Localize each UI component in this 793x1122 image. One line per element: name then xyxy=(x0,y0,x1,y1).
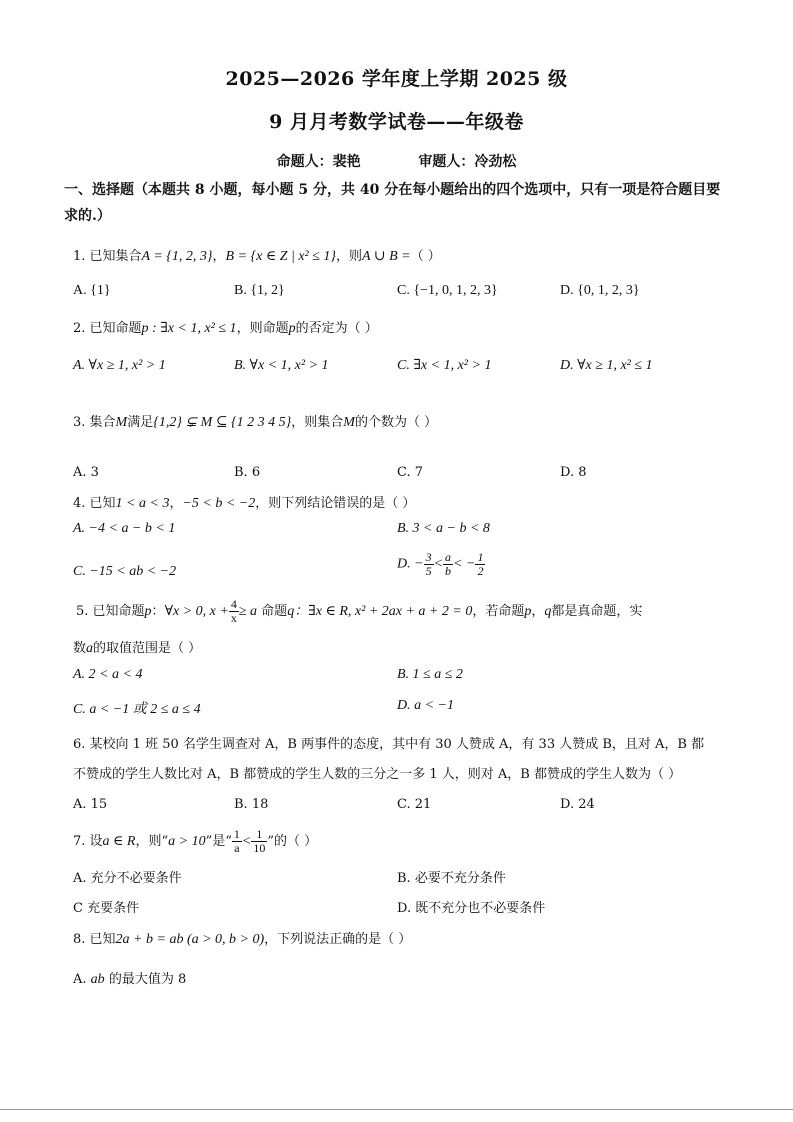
q3-set-m: M xyxy=(115,415,128,430)
exam-title-line2: 9 月月考数学试卷——年级卷 xyxy=(269,111,524,133)
q5-expr-1b: ≥ a xyxy=(238,604,258,619)
q2-option-a: A. ∀x ≥ 1, x² > 1 xyxy=(73,358,166,373)
q7-frac-1-num: 1 xyxy=(233,827,240,841)
q5-line2-b: 的取值范围是（ ） xyxy=(93,641,202,656)
q4-d-lt-2: < − xyxy=(453,556,476,572)
q5-frac-den: x xyxy=(230,611,237,625)
q5-q: q xyxy=(287,604,295,619)
author-name: 命题人：裴艳 xyxy=(276,154,361,170)
q5-frac xyxy=(229,598,239,625)
q5-option-c: C. a < −1 或 2 ≤ a ≤ 4 xyxy=(73,702,201,717)
q6-option-a: A. 15 xyxy=(73,797,108,812)
q5-a: a xyxy=(86,641,94,656)
q4-cond-1: 1 < a < 3 xyxy=(115,496,170,511)
q4-d-den-3: 2 xyxy=(477,564,484,578)
q4-option-a: A. −4 < a − b < 1 xyxy=(73,521,176,536)
q4-d-num-3: 1 xyxy=(477,550,484,564)
q7-frac-1 xyxy=(232,828,242,855)
q1-paren: （ ） xyxy=(410,249,441,264)
q3-prefix: 3. 集合 xyxy=(73,415,116,430)
q5-suffix-2: ， xyxy=(531,604,545,619)
q5-option-d: D. a < −1 xyxy=(397,698,455,713)
q7-option-a: A. 充分不必要条件 xyxy=(73,871,182,886)
q5-suffix: ，若命题 xyxy=(472,604,525,619)
q7-option-b: B. 必要不充分条件 xyxy=(397,871,506,886)
q2-option-b: B. ∀x < 1, x² > 1 xyxy=(234,358,329,373)
q1-comma: ， xyxy=(212,249,226,264)
q1-option-c: C. {−1, 0, 1, 2, 3} xyxy=(397,283,498,298)
q3-option-a: A. 3 xyxy=(73,465,99,480)
q4-d-frac-3 xyxy=(475,551,485,578)
q5-q-2: q xyxy=(544,604,552,619)
q5-colon: ： xyxy=(151,604,165,619)
q3-tail: 的个数为（ ） xyxy=(354,415,438,430)
q5-frac-num: 4 xyxy=(230,597,237,611)
q4-option-b: B. 3 < a − b < 8 xyxy=(397,521,490,536)
q8-cond: 2a + b = ab (a > 0, b > 0) xyxy=(115,932,265,947)
q7-option-c: C 充要条件 xyxy=(73,901,140,916)
q5-option-a: A. 2 < a < 4 xyxy=(73,667,143,682)
q4-suffix: ，则下列结论错误的是（ ） xyxy=(255,496,416,511)
q8-prefix: 8. 已知 xyxy=(73,932,116,947)
q5-prefix: 5. 已知命题 xyxy=(76,604,145,619)
question-8 xyxy=(73,928,411,948)
q4-d-den-1: 5 xyxy=(425,564,432,578)
question-3 xyxy=(73,411,437,431)
q4-option-c: C. −15 < ab < −2 xyxy=(73,564,177,579)
exam-title-line1: 2025—2026 学年度上学期 2025 级 xyxy=(225,68,568,90)
q8-option-a-tail: 的最大值为 8 xyxy=(108,972,187,987)
reviewer-name: 审题人：冷劲松 xyxy=(418,154,517,170)
q8-option-a-expr: ab xyxy=(90,972,105,987)
q2-proposition: p : ∃x < 1, x² ≤ 1 xyxy=(141,321,237,336)
q1-option-d: D. {0, 1, 2, 3} xyxy=(560,283,640,298)
q2-tail: 的否定为（ ） xyxy=(295,321,378,336)
q3-option-c: C. 7 xyxy=(397,465,424,480)
q8-suffix: ，下列说法正确的是（ ） xyxy=(264,932,412,947)
q4-d-frac-2 xyxy=(443,551,453,578)
q4-option-d-label: D. xyxy=(397,556,411,572)
q6-option-c: C. 21 xyxy=(397,797,432,812)
q5-expr-1: ∀x > 0, x + xyxy=(164,604,229,619)
q7-tail: ”的（ ） xyxy=(267,834,318,849)
q7-mid: ，则“ xyxy=(135,834,169,849)
q6-option-b: B. 18 xyxy=(234,797,269,812)
q7-frac-2 xyxy=(251,828,267,855)
question-7 xyxy=(73,828,317,855)
q5-line2-a: 数 xyxy=(73,641,87,656)
q4-option-d xyxy=(397,551,485,578)
q4-prefix: 4. 已知 xyxy=(73,496,116,511)
q5-expr-2: ：∃x ∈ R, x² + 2ax + a + 2 = 0 xyxy=(294,604,473,619)
q7-mid-2: ”是“ xyxy=(205,834,232,849)
author-info xyxy=(0,151,793,171)
q1-option-a: A. {1} xyxy=(73,283,111,298)
q5-option-b: B. 1 ≤ a ≤ 2 xyxy=(397,667,463,682)
q1-prefix: 1. 已知集合 xyxy=(73,249,142,264)
q3-option-b: B. 6 xyxy=(234,465,261,480)
question-5 xyxy=(76,598,642,625)
q3-mid: 满足 xyxy=(127,415,154,430)
q5-p-2: p xyxy=(524,604,532,619)
q7-cond: a ∈ R xyxy=(102,834,136,849)
q3-relation: {1,2} ⊊ M ⊆ {1 2 3 4 5} xyxy=(153,415,292,430)
question-2 xyxy=(73,317,378,337)
q1-then: ，则 xyxy=(336,249,363,264)
q6-option-d: D. 24 xyxy=(560,797,595,812)
q1-option-b: B. {1, 2} xyxy=(234,283,285,298)
q2-p: p xyxy=(288,321,296,336)
q5-p: p xyxy=(144,604,152,619)
q7-lt: < xyxy=(241,834,252,849)
q4-cond-2: −5 < b < −2 xyxy=(182,496,256,511)
q4-d-num-1: 3 xyxy=(425,550,432,564)
q1-expr: A ∪ B = xyxy=(362,249,411,264)
q8-option-a xyxy=(73,968,186,988)
q2-suffix: ，则命题 xyxy=(236,321,289,336)
q7-frac-1-den: a xyxy=(234,841,240,855)
question-6-line-2: 不赞成的学生人数比对 A，B 都赞成的学生人数的三分之一多 1 人，则对 A，B 都赞成的学生人数为（ ） xyxy=(73,767,682,782)
question-6-line-1: 6. 某校向 1 班 50 名学生调查对 A，B 两事件的态度，其中有 30 人赞成 A，有 33 人赞成 B，且对 A，B 都 xyxy=(73,737,705,752)
q4-d-den-2: b xyxy=(445,564,452,578)
q4-d-minus: − xyxy=(414,556,424,572)
q2-option-c: C. ∃x < 1, x² > 1 xyxy=(397,358,492,373)
question-1 xyxy=(73,245,441,265)
q5-mid: 命题 xyxy=(261,604,288,619)
question-5-line-2 xyxy=(73,637,201,657)
q3-suffix: ，则集合 xyxy=(291,415,344,430)
q4-d-num-2: a xyxy=(445,550,452,564)
q3-option-d: D. 8 xyxy=(560,465,587,480)
section-heading: 一、选择题（本题共 8 小题，每小题 5 分，共 40 分在每小题给出的四个选项中，只有一项是符合题目要求的.） xyxy=(64,182,721,224)
q4-d-lt: < xyxy=(433,556,444,572)
q7-option-d: D. 既不充分也不必要条件 xyxy=(397,901,546,916)
q8-option-a-label: A. xyxy=(73,972,87,987)
q4-d-frac-1 xyxy=(424,551,434,578)
q1-set-b: B = {x ∈ Z | x² ≤ 1} xyxy=(225,249,337,264)
q3-set-m-2: M xyxy=(343,415,355,430)
page-bottom-rule xyxy=(0,1109,793,1110)
q1-set-a: A = {1, 2, 3} xyxy=(141,249,213,264)
q7-frac-2-num: 1 xyxy=(251,828,267,842)
q4-comma: ， xyxy=(169,496,183,511)
q2-option-d: D. ∀x ≥ 1, x² ≤ 1 xyxy=(560,358,653,373)
q5-suffix-3: 都是真命题，实 xyxy=(551,604,643,619)
q7-prefix: 7. 设 xyxy=(73,834,103,849)
question-4 xyxy=(73,492,415,512)
q7-frac-2-den: 10 xyxy=(253,841,266,855)
q2-prefix: 2. 已知命题 xyxy=(73,321,142,336)
q7-cond-1: a > 10 xyxy=(168,834,206,849)
